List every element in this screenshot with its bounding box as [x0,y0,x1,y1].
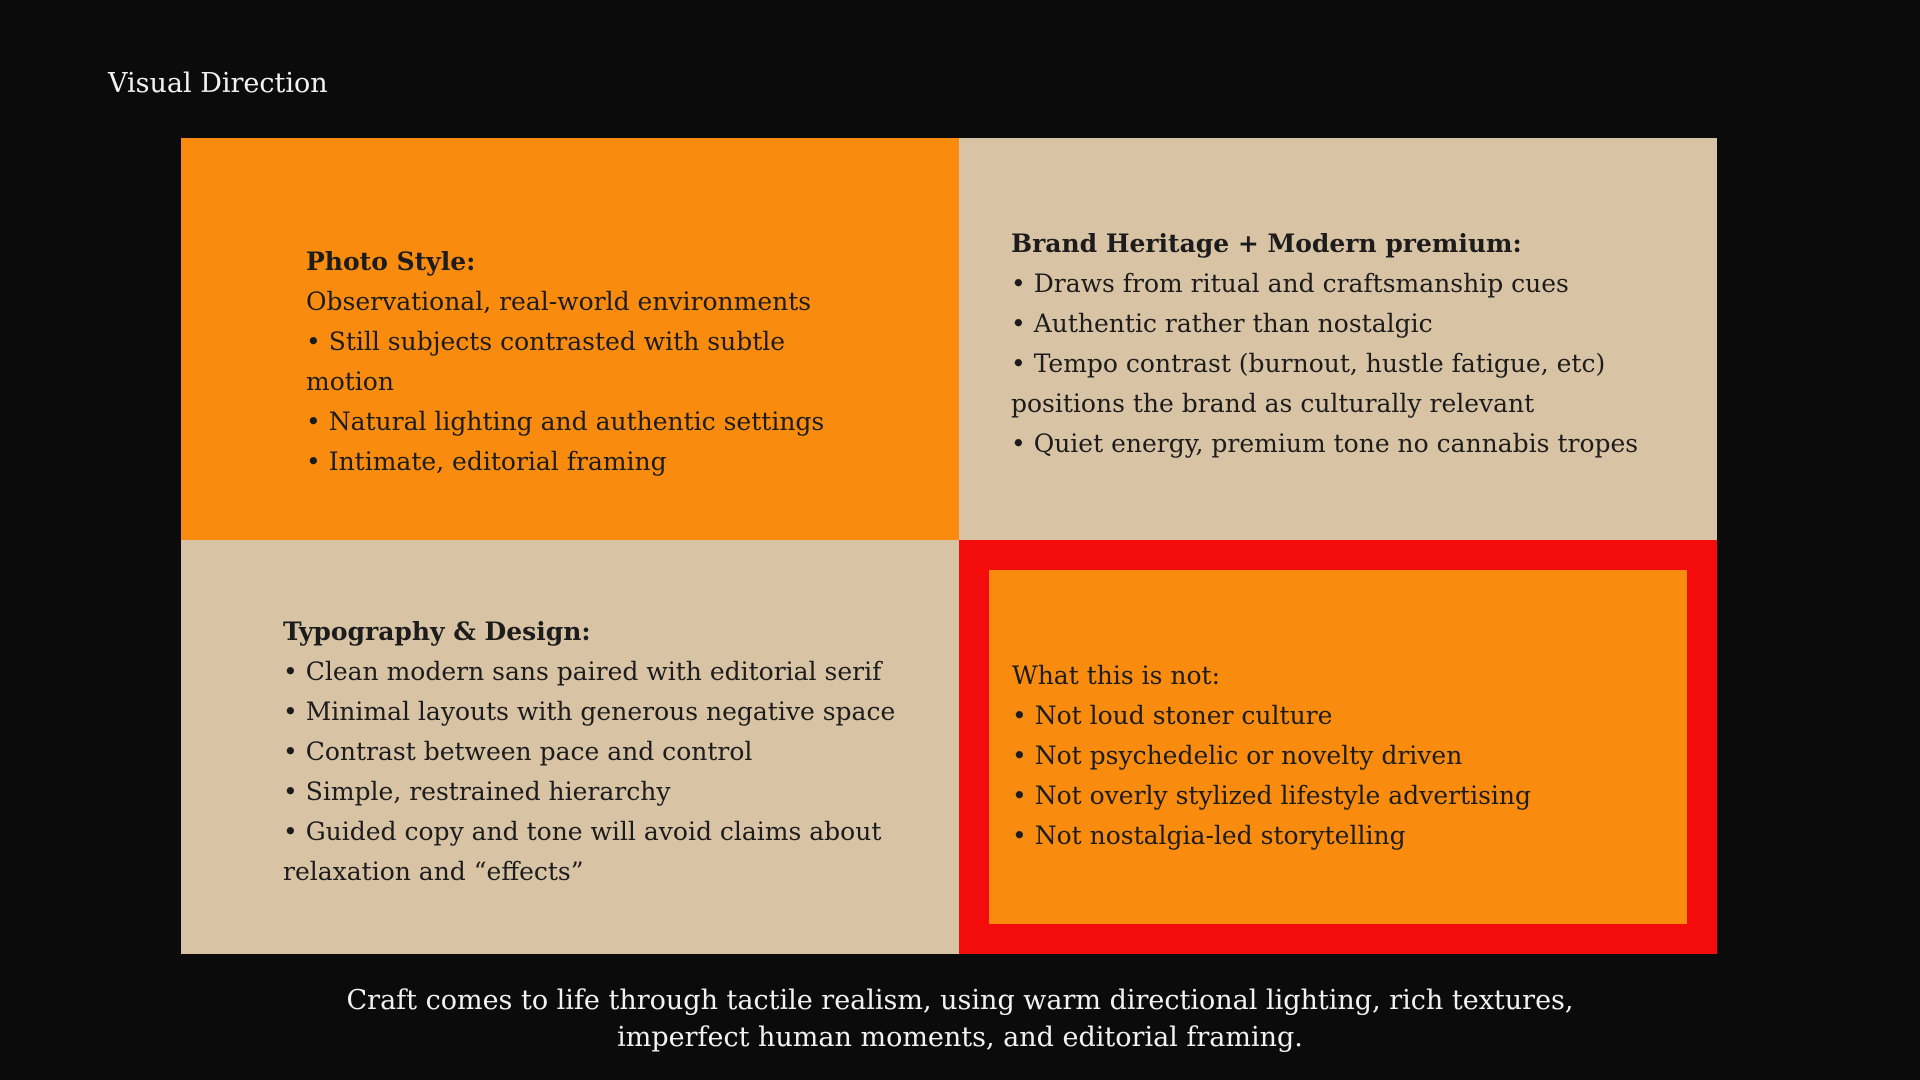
typography-line: relaxation and “effects” [283,857,584,886]
footer-caption [260,982,1660,1056]
brand-heritage-line: • Draws from ritual and craftsmanship cues [1011,269,1569,298]
typography-heading: Typography & Design: [283,617,591,646]
brand-heritage-line: • Tempo contrast (burnout, hustle fatigue, etc) [1011,349,1606,378]
footer-line: Craft comes to life through tactile realism, using warm directional lighting, rich textures, [346,985,1574,1016]
brand-heritage-line: • Quiet energy, premium tone no cannabis tropes [1011,429,1639,458]
what-this-is-not-text [1012,656,1652,856]
typography-text [283,612,923,892]
photo-style-heading: Photo Style: [306,247,476,276]
what-this-is-not-line: • Not psychedelic or novelty driven [1012,741,1463,770]
what-this-is-not-line: • Not overly stylized lifestyle advertising [1012,781,1532,810]
photo-style-line: • Natural lighting and authentic settings [306,407,825,436]
photo-style-panel [181,138,959,540]
photo-style-line: • Still subjects contrasted with subtle [306,327,786,356]
photo-style-line: Observational, real-world environments [306,287,812,316]
typography-line: • Minimal layouts with generous negative space [283,697,896,726]
photo-style-line: motion [306,367,394,396]
what-this-is-not-heading: What this is not: [1012,661,1221,690]
brand-heritage-heading: Brand Heritage + Modern premium: [1011,229,1522,258]
typography-line: • Guided copy and tone will avoid claims about [283,817,882,846]
typography-panel [181,540,959,954]
photo-style-line: • Intimate, editorial framing [306,447,667,476]
brand-heritage-line: positions the brand as culturally relevant [1011,389,1535,418]
typography-line: • Simple, restrained hierarchy [283,777,671,806]
footer-line: imperfect human moments, and editorial framing. [617,1022,1303,1053]
brand-heritage-panel [959,138,1717,540]
photo-style-text [306,242,876,482]
typography-line: • Clean modern sans paired with editorial serif [283,657,882,686]
brand-heritage-line: • Authentic rather than nostalgic [1011,309,1433,338]
what-this-is-not-panel [959,540,1717,954]
brand-heritage-text [1011,224,1691,464]
typography-line: • Contrast between pace and control [283,737,753,766]
what-this-is-not-line: • Not nostalgia-led storytelling [1012,821,1406,850]
what-this-is-not-inner [989,570,1687,924]
page-title: Visual Direction [108,68,328,99]
what-this-is-not-line: • Not loud stoner culture [1012,701,1333,730]
